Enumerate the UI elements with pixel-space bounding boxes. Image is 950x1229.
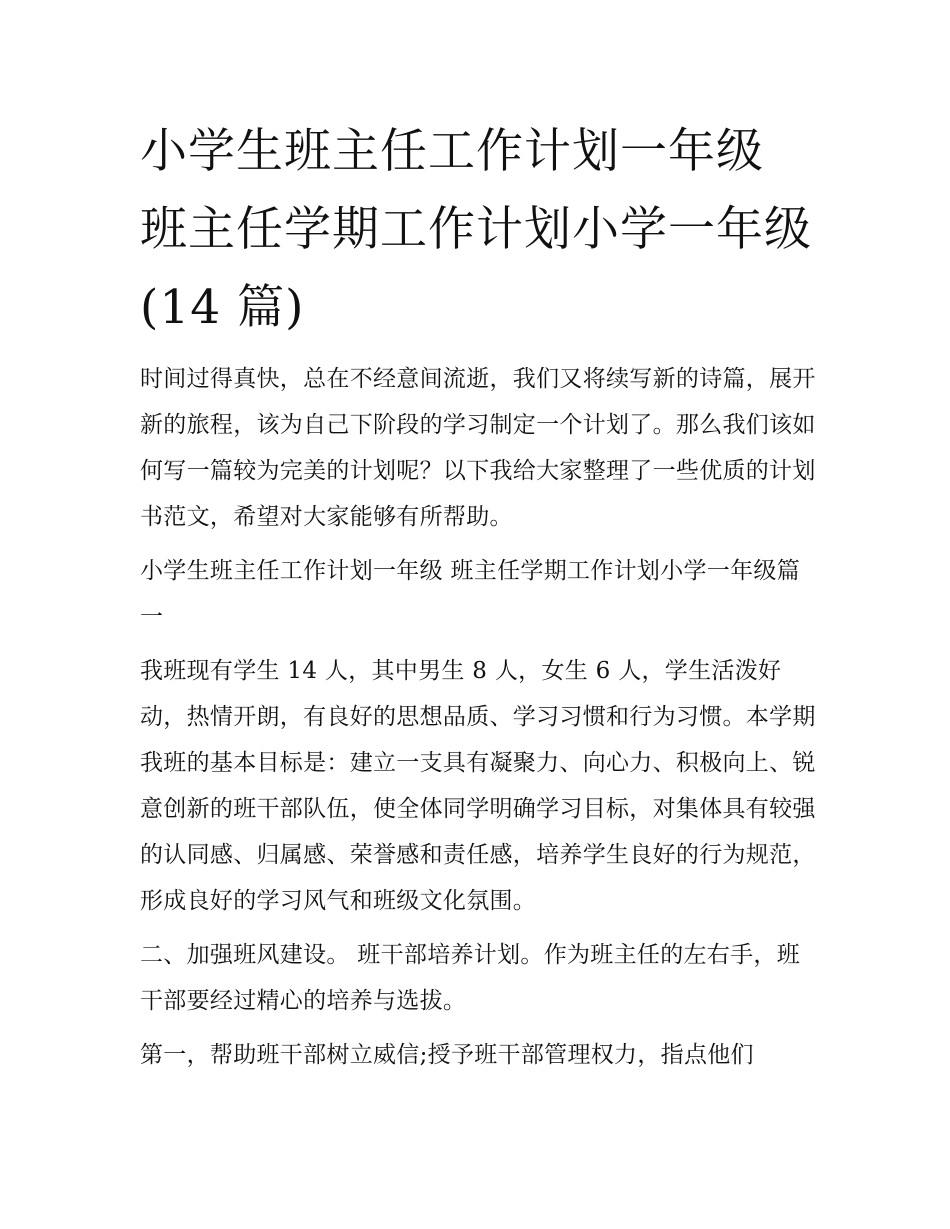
paragraph-first-point: 第一，帮助班干部树立威信;授予班干部管理权力，指点他们 — [140, 1042, 754, 1068]
paragraph-intro: 时间过得真快，总在不经意间流逝，我们又将续写新的诗篇，展开新的旅程，该为自己下阶段的学习制定一个计划了。那么我们该如何写一篇较为完美的计划呢？以下我给大家整理了一些优质的计划书范文，希望对大家能够有所帮助。 — [140, 366, 816, 530]
document-body — [140, 356, 820, 1078]
paragraph-section-heading: 小学生班主任工作计划一年级 班主任学期工作计划小学一年级篇一 — [140, 558, 801, 630]
document-title: 小学生班主任工作计划一年级 班主任学期工作计划小学一年级(14 篇) — [140, 124, 812, 335]
paragraph-class-overview: 我班现有学生 14 人，其中男生 8 人，女生 6 人，学生活泼好动，热情开朗，有良好的思想品质、学习习惯和行为习惯。本学期我班的基本目标是：建立一支具有凝聚力、向心力、积极向上、锐意创新的班干部队伍，使全体同学明确学习目标，对集体具有较强的认同感、归属感、荣誉感和责任感，培养学生良好的行为规范，形成良好的学习风气和班级文化氛围。 — [140, 658, 816, 914]
paragraph-class-style: 二、加强班风建设。 班干部培养计划。作为班主任的左右手，班干部要经过精心的培养与选拔。 — [140, 942, 801, 1014]
